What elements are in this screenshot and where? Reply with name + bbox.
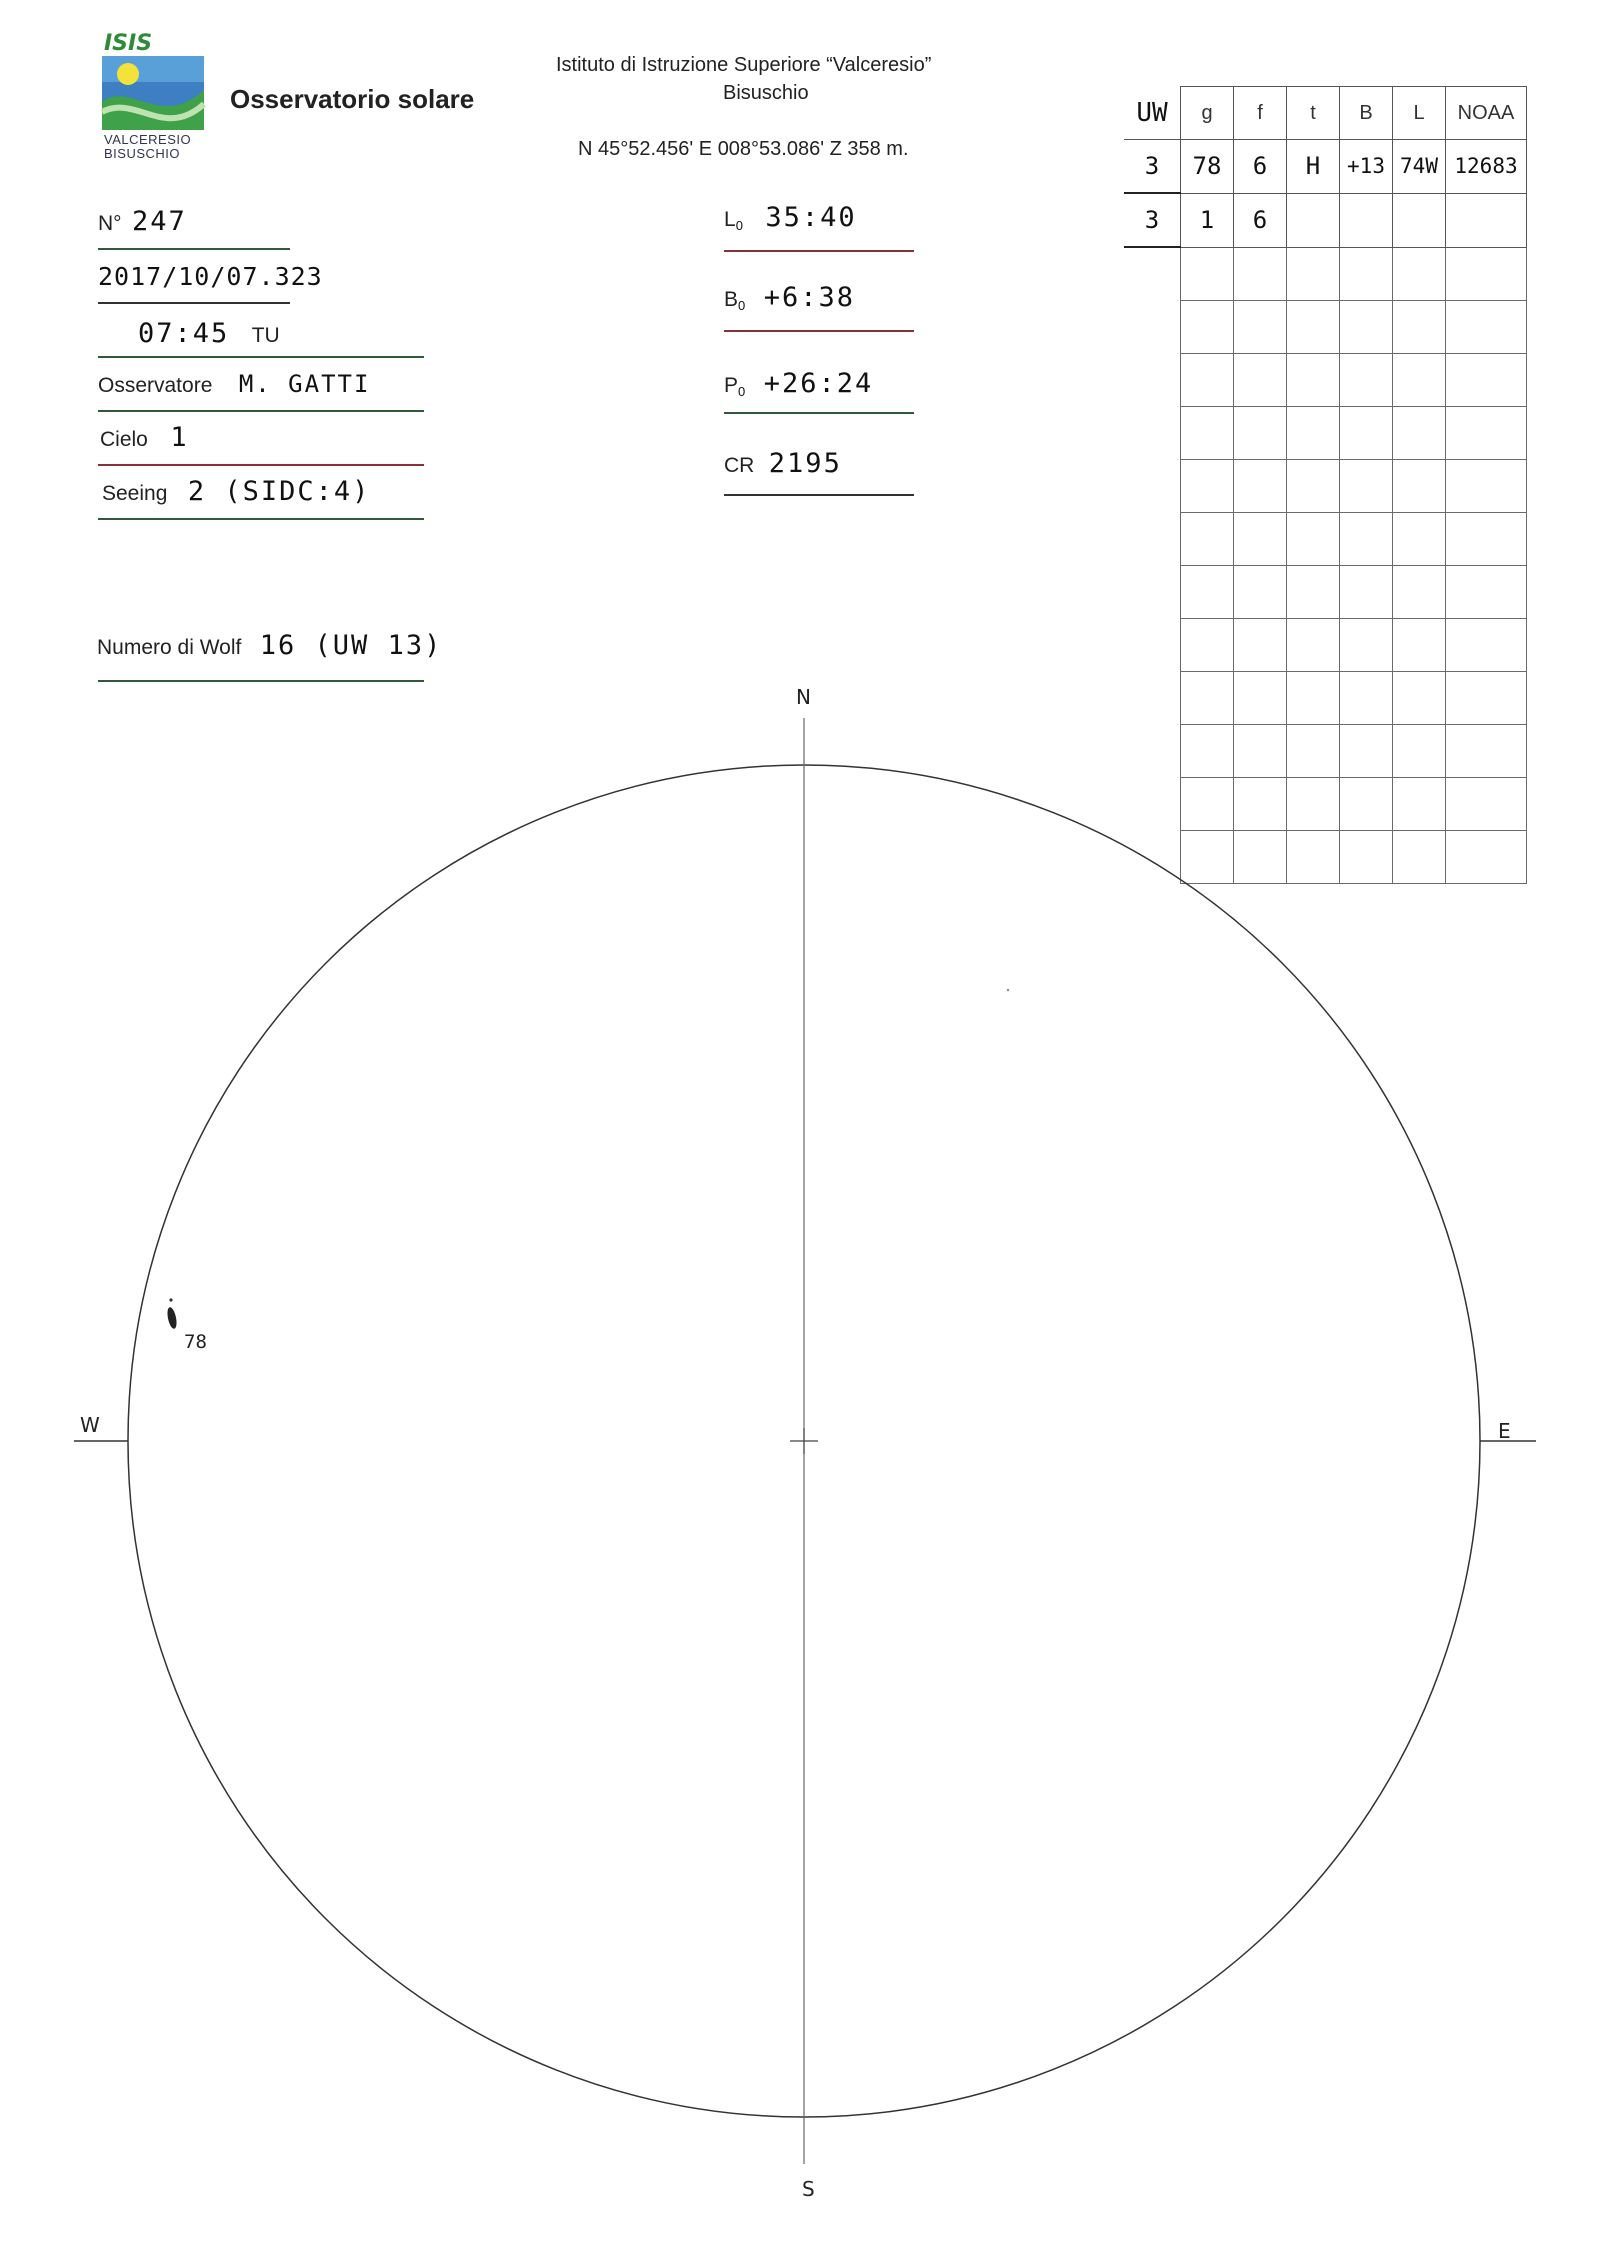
logo-isis-text: ISIS	[104, 31, 153, 56]
date-value: 2017/10/07.323	[98, 262, 323, 291]
l0-subscript: 0	[735, 218, 743, 234]
number-label: N°	[98, 212, 122, 235]
north-label: N	[796, 685, 811, 709]
b0-value: +6:38	[763, 282, 855, 313]
observer-value: M. GATTI	[238, 370, 371, 398]
cr-value: 2195	[768, 448, 842, 479]
sky-label: Cielo	[100, 428, 148, 451]
station-coordinates: N 45°52.456' E 008°53.086' Z 358 m.	[578, 138, 909, 160]
b0-label: B	[724, 288, 739, 311]
table-cell-l: 74W	[1393, 140, 1446, 194]
table-header-b: B	[1340, 87, 1393, 140]
table-cell-f: 6	[1234, 193, 1287, 247]
seeing-label: Seeing	[102, 482, 168, 505]
east-label: E	[1498, 1419, 1511, 1443]
institute-name: Istituto di Istruzione Superiore “Valceresio”	[556, 54, 932, 76]
wolf-number-label: Numero di Wolf	[97, 636, 242, 659]
table-cell-f: 6	[1234, 140, 1287, 194]
wolf-number-value: 16 (UW 13)	[259, 630, 443, 661]
time-value: 07:45	[138, 318, 230, 349]
logo-subtitle-valceresio: VALCERESIO	[104, 132, 192, 147]
b0-subscript: 0	[738, 298, 746, 314]
seeing-value: 2 (SIDC:4)	[187, 476, 371, 507]
institute-city: Bisuschio	[723, 82, 809, 104]
sky-value: 1	[170, 422, 189, 453]
table-cell-t: H	[1287, 140, 1340, 194]
sunspot-mark	[166, 1306, 178, 1329]
table-header-g: g	[1181, 87, 1234, 140]
table-cell-g: 78	[1181, 140, 1234, 194]
p0-label: P	[724, 374, 739, 397]
sunspot-dot	[169, 1298, 172, 1301]
observer-label: Osservatore	[98, 374, 213, 397]
number-value: 247	[132, 206, 187, 237]
table-cell-uw: 3	[1124, 193, 1181, 247]
table-header-noaa: NOAA	[1446, 87, 1527, 140]
table-header-f: f	[1234, 87, 1287, 140]
logo-subtitle-bisuschio: BISUSCHIO	[104, 146, 181, 161]
table-header-uw: UW	[1124, 87, 1181, 140]
sunspot-group-label: 78	[184, 1331, 207, 1353]
south-label: S	[802, 2177, 815, 2201]
l0-value: 35:40	[765, 202, 857, 233]
time-unit-label: TU	[251, 324, 280, 347]
table-cell-g: 1	[1181, 193, 1234, 247]
cr-label: CR	[724, 454, 755, 477]
table-cell-uw: 3	[1124, 140, 1181, 194]
table-header-l: L	[1393, 87, 1446, 140]
table-cell-noaa: 12683	[1446, 140, 1527, 194]
p0-value: +26:24	[763, 368, 874, 399]
l0-label: L	[724, 208, 736, 231]
observatory-title: Osservatorio solare	[230, 84, 475, 114]
west-label: W	[80, 1413, 100, 1437]
p0-subscript: 0	[738, 384, 746, 400]
table-cell-b: +13	[1340, 140, 1393, 194]
table-header-t: t	[1287, 87, 1340, 140]
